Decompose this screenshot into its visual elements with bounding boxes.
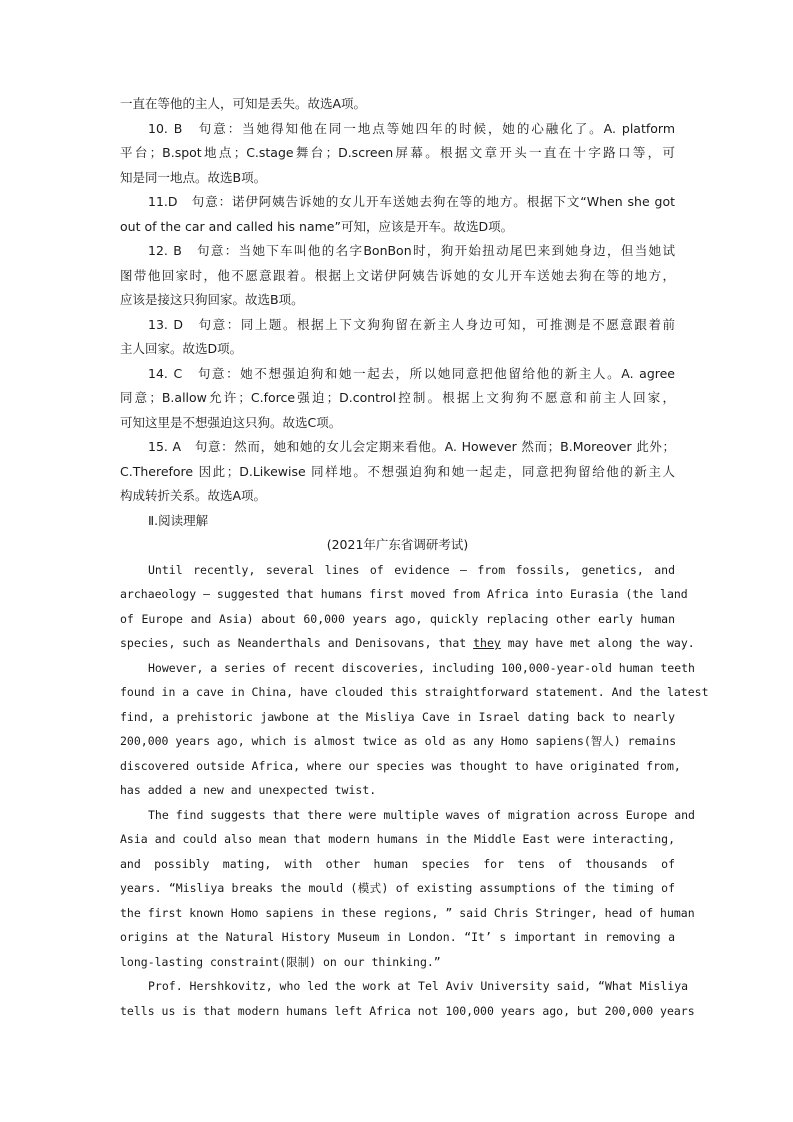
answer-10-line-1: 10. B 句意：当她得知他在同一地点等她四年的时候，她的心融化了。A. platform bbox=[148, 120, 675, 136]
text-line: 一直在等他的主人，可知是丢失。故选A项。 bbox=[120, 96, 367, 111]
answer-14-line-3: 可知这里是不想强迫这只狗。故选C项。 bbox=[120, 414, 342, 430]
passage-line: However, a series of recent discoveries, including 100,000-year-old human teeth bbox=[148, 660, 695, 675]
answer-10-line-3: 知是同一地点。故选B项。 bbox=[120, 169, 267, 185]
passage-line: 200,000 years ago, which is almost twice as old as any Homo sapiens(智人) remains bbox=[120, 734, 677, 748]
answer-12-line-3: 应该是接这只狗回家。故选B项。 bbox=[120, 292, 304, 307]
passage-line: has added a new and unexpected twist. bbox=[120, 783, 377, 797]
section-heading: Ⅱ.阅读理解 bbox=[148, 512, 209, 528]
answer-13-line-1: 13. D 句意：同上题。根据上下文狗狗留在新主人身边可知，可推测是不愿意跟着前 bbox=[148, 316, 675, 332]
document-page bbox=[120, 92, 709, 1023]
passage-line: archaeology — suggested that humans first moved from Africa into Eurasia (the land bbox=[120, 587, 688, 601]
answer-12-line-2: 图带他回家时，他不愿意跟着。根据上文诺伊阿姨告诉她的女儿开车送她去狗在等的地方， bbox=[120, 267, 675, 283]
passage-line: years. “Misliya breaks the mould (模式) of existing assumptions of the timing of bbox=[120, 881, 675, 895]
answer-12-line-1: 12. B 句意：当她下车叫他的名字BonBon时，狗开始扭动尾巴来到她身边，但当她试 bbox=[148, 243, 675, 258]
answer-13-line-2: 主人回家。故选D项。 bbox=[120, 341, 243, 356]
answer-15-line-1: 15. A 句意：然而，她和她的女儿会定期来看他。A. However 然而；B.Moreover 此外； bbox=[148, 439, 675, 454]
passage-line: tells us is that modern humans left Africa not 100,000 years ago, but 200,000 years bbox=[120, 1003, 695, 1018]
answer-14-line-2: 同意；B.allow允许；C.force强迫；D.control控制。根据上文狗狗不愿意和前主人回家， bbox=[120, 390, 675, 405]
passage-text: may have met along the way. bbox=[500, 636, 695, 650]
passage-source: (2021年广东省调研考试) bbox=[326, 537, 469, 552]
passage-line: Prof. Hershkovitz, who led the work at Tel Aviv University said, “What Misliya bbox=[148, 979, 689, 993]
passage-line: of Europe and Asia) about 60,000 years ago, quickly replacing other early human bbox=[120, 611, 675, 626]
passage-line: origins at the Natural History Museum in London. “It’ s important in removing a bbox=[120, 930, 675, 944]
passage-line: Until recently, several lines of evidence — from fossils, genetics, and bbox=[148, 562, 675, 577]
passage-line: found in a cave in China, have clouded this straightforward statement. And the latest bbox=[120, 685, 709, 699]
passage-line: find, a prehistoric jawbone at the Misliya Cave in Israel dating back to nearly bbox=[120, 709, 675, 724]
answer-15-line-2: C.Therefore 因此；D.Likewise 同样地。不想强迫狗和她一起走，同意把狗留给他的新主人 bbox=[120, 463, 675, 479]
passage-line-underlined bbox=[120, 631, 695, 656]
answer-15-line-3: 构成转折关系。故选A项。 bbox=[120, 488, 267, 503]
passage-line: and possibly mating, with other human species for tens of thousands of bbox=[120, 856, 675, 871]
passage-line: The find suggests that there were multiple waves of migration across Europe and bbox=[148, 807, 695, 822]
answer-14-line-1: 14. C 句意：她不想强迫狗和她一起去，所以她同意把他留给他的新主人。A. agree bbox=[148, 365, 675, 381]
answer-10-line-2: 平台；B.spot地点；C.stage舞台；D.screen屏幕。根据文章开头一直在十字路口等，可 bbox=[120, 145, 675, 160]
passage-line: the first known Homo sapiens in these regions, ” said Chris Stringer, head of human bbox=[120, 905, 695, 920]
answer-11-line-1: 11.D 句意：诺伊阿姨告诉她的女儿开车送她去狗在等的地方。根据下文“When she got bbox=[148, 194, 675, 209]
underlined-word: they bbox=[473, 636, 501, 650]
passage-line: discovered outside Africa, where our species was thought to have originated from, bbox=[120, 758, 681, 773]
passage-line: Asia and could also mean that modern humans in the Middle East were interacting, bbox=[120, 832, 675, 846]
passage-line: long-lasting constraint(限制) on our thinking.” bbox=[120, 954, 441, 969]
passage-text: species, such as Neanderthals and Denisovans, that bbox=[120, 636, 474, 650]
answer-11-line-2: out of the car and called his name”可知，应该是开车。故选D项。 bbox=[120, 218, 514, 234]
